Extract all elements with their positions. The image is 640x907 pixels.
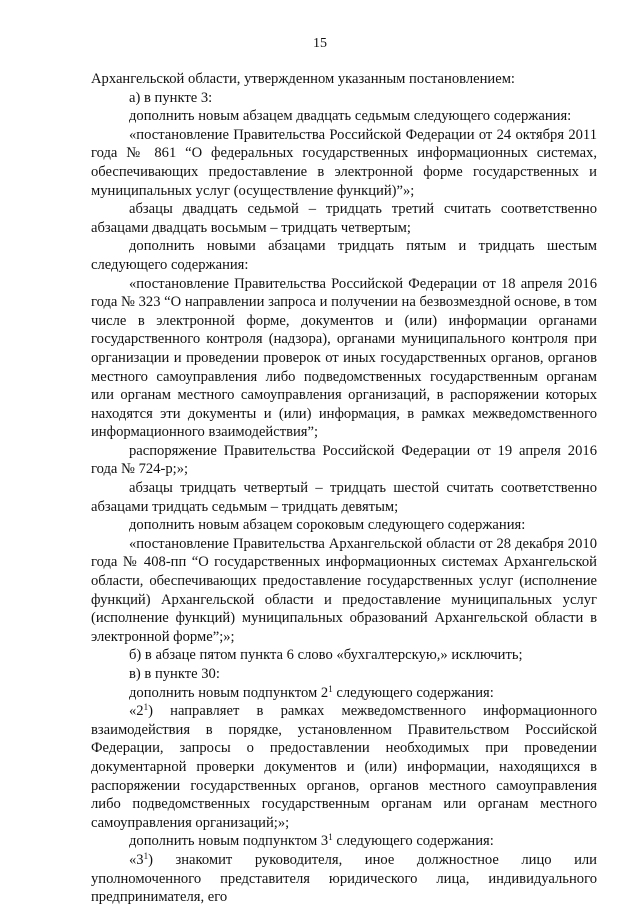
paragraph-p14 [91,684,597,703]
paragraph-p08: распоряжение Правительства Российской Федерации от 19 апреля 2016 года № 724-р;»; [91,442,597,478]
paragraph-p13: в) в пункте 30: [129,666,220,682]
superscript: 1 [328,832,333,843]
paragraph-p02: а) в пункте 3: [129,89,213,106]
document-body [91,70,597,907]
paragraph-p03: дополнить новым абзацем двадцать седьмым следующего содержания: [129,108,572,125]
paragraph-p15 [91,702,597,832]
paragraph-p01: Архангельской области, утвержденном указанным постановлением: [91,71,515,87]
paragraph-p04: «постановление Правительства Российской Федерации от 24 октября 2011 года № 861 “О федеральных государственных информационных системах, обеспечивающих предоставление в электронной форме государственных и муниципальных услуг (осуществление функций)”»; [91,126,597,199]
paragraph-p11: «постановление Правительства Архангельской области от 28 декабря 2010 года № 408-пп “О государственных информационных системах Архангельской области, обеспечивающих предоставление государственных услуг (исполнение функций) Архангельской области и предоставление муниципальных услуг (исполнение функций) муниципальных образований Архангельской области в электронной форме”;»; [91,535,597,645]
superscript: 1 [328,683,333,694]
paragraph-p12: б) в абзаце пятом пункта 6 слово «бухгалтерскую,» исключить; [129,647,523,664]
paragraph-p16 [91,832,597,851]
paragraph-text: «3 [129,851,144,868]
paragraph-text: «2 [129,703,144,720]
paragraph-text: дополнить новым подпунктом 3 [129,833,329,850]
paragraph-text: следующего содержания: [332,833,494,850]
paragraph-text: ) знакомит руководителя, иное должностное лицо или уполномоченного представителя юридического лица, индивидуального предпринимателя, его [91,851,597,906]
paragraph-p07: «постановление Правительства Российской Федерации от 18 апреля 2016 года № 323 “О направлении запроса и получении на безвозмездной основе, в том числе в электронной форме, документов и (или) информации органами государственного контроля (надзора), органами муниципального контроля при организации и проведении проверок от иных государственных органов, органов местного самоуправления либо подведомственных государственным органам или органам местного самоуправления организаций, в распоряжении которых находятся эти документы и (или) информация, в рамках межведомственного информационного взаимодействия”; [91,275,597,441]
paragraph-text: следующего содержания: [332,684,494,701]
superscript: 1 [143,850,149,861]
paragraph-p10: дополнить новым абзацем сороковым следующего содержания: [129,517,526,534]
paragraph-p05: абзацы двадцать седьмой – тридцать третий считать соответственно абзацами двадцать восьмым – тридцать четвертым; [91,201,597,236]
paragraph-text: дополнить новым подпунктом 2 [129,684,329,701]
page-number: 15 [313,36,327,51]
paragraph-p06: дополнить новыми абзацами тридцать пятым и тридцать шестым следующего содержания: [91,238,597,273]
superscript: 1 [143,702,149,713]
paragraph-p17 [91,851,597,907]
paragraph-p09: абзацы тридцать четвертый – тридцать шестой считать соответственно абзацами тридцать седьмым – тридцать девятым; [91,480,597,515]
paragraph-text: ) направляет в рамках межведомственного информационного взаимодействия в порядке, установленном Правительством Российской Федерации, запросы о предоставлении необходимых при проведении документарной проверки документов и (или) информации, находящихся в распоряжении государственных органов, органов местного самоуправления либо подведомственных государственным органам или органам местного самоуправления организаций;»; [91,703,597,831]
